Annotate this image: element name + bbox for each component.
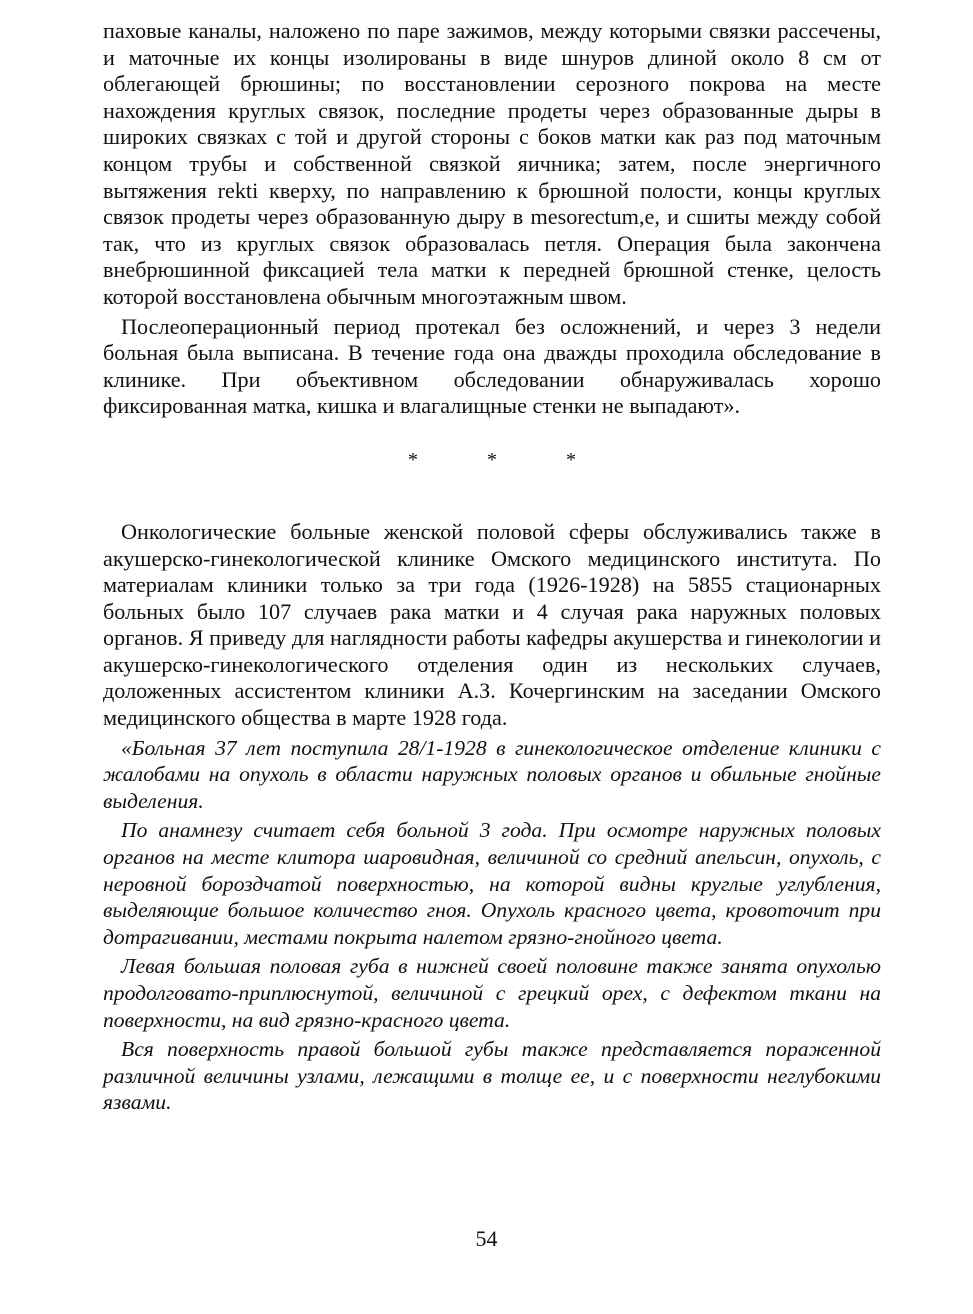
page-number: 54 — [475, 1226, 498, 1251]
paragraph-case-right-labium: Вся поверхность правой большой губы также представляется пораженной различной величины узлами, лежащими в толще ее, и с поверхности неглубокими язвами. — [103, 1037, 881, 1115]
paragraph-oncology-clinic: Онкологические больные женской половой сферы обслуживались также в акушерско-гинекологической клинике Омского медицинского института. По материалам клиники только за три года (1926-1928) на 5855 стационарных больных было 107 случаев рака матки и 4 случая рака наружных половых органов. Я приведу для наглядности работы кафедры акушерства и гинекологии и акушерско-гинекологического отделения один из нескольких случаев, доложенных ассистентом клиники А.З. Кочергинским на заседании Омского медицинского общества в марте 1928 года. — [103, 518, 881, 731]
paragraph-postoperative: Послеоперационный период протекал без осложнений, и через 3 недели больная была выписана. В течение года она дважды проходила обследование в клинике. При объективном обследовании обнаруживалась хорошо фиксированная матка, кишка и влагалищные стенки не выпадают». — [103, 313, 881, 419]
page-body — [103, 18, 881, 1116]
paragraph-case-anamnesis: По анамнезу считает себя больной 3 года. При осмотре наружных половых органов на месте клитора шаровидная, величиной со средний апельсин, опухоль, с неровной бороздчатой поверхностью, на которой видны круглые углубления, выделяющие большое количество гноя. Опухоль красного цвета, кровоточит при дотрагивании, местами покрыта налетом грязно-гнойного цвета. — [103, 818, 881, 949]
section-separator: * * * — [408, 448, 608, 471]
paragraph-case-admission: «Больная 37 лет поступила 28/1-1928 в гинекологическое отделение клиники с жалобами на опухоль в области наружных половых органов и обильные гнойные выделения. — [103, 735, 881, 813]
paragraph-case-left-labium: Левая большая половая губа в нижней своей половине также занята опухолью продолговато-приплюснутой, величиной с грецкий орех, с дефектом ткани на поверхности, на вид грязно-красного цвета. — [103, 954, 881, 1032]
paragraph-operation-description: паховые каналы, наложено по паре зажимов, между которыми связки рассечены, и маточные их концы изолированы в виде шнуров длиной около 8 см от облегающей брюшины; по восстановлении серозного покрова на месте нахождения круглых связок, последние продеты через образованные дыры в широких связках с той и другой стороны с боков матки как раз под маточным концом трубы и собственной связкой яичника; затем, после энергичного вытяжения rekti кверху, по направлению к брюшной полости, концы круглых связок продеты через образованную дыру в mesorectum,e, и сшиты между собой так, что из круглых связок образовалась петля. Операция была закончена внебрюшинной фиксацией тела матки к передней брюшной стенке, целость которой восстановлена обычным многоэтажным швом. — [103, 18, 881, 309]
